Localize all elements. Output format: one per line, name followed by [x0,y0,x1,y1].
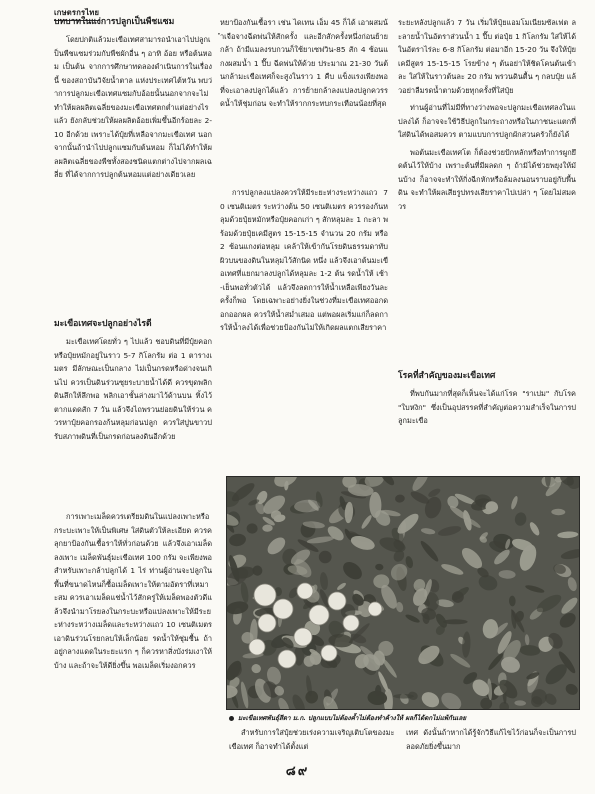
tomato-fruit [309,605,329,625]
paragraph-seedling: การเพาะเมล็ดควรเตรียมดินในแปลงเพาะหรือกระบะเพาะให้เป็นพิเศษ ใส่ดินตัวให้ละเอียด ควรคลุกยาป้องกันเชื้อราให้ทั่วก่อนด้วย แล้วจึงเอาเมล็ดลงเพาะ เมล็ดพันธุ์มะเขือเทศ 100 กรัม จะเพียงพอสำหรับเพาะกล้าปลูกได้ 1 ไร่ ท่านผู้อ่านจะปลูกในพื้นที่ขนาดไหนก็ซื้อเมล็ดเพาะให้ตามอัตราที่เหมาะสม ควรเอาเมล็ดแช่น้ำไว้สักครู่ให้เมล็ดพองตัวดีแล้วจึงนำมาโรยลงในกระบะหรือแปลงเพาะให้มีระยะห่างระหว่างเมล็ดและระหว่างแถว 10 เซนติเมตร เอาดินร่วนโรยกลบให้เล็กน้อย รดน้ำให้ชุ่มชื้น ถ้าอยู่กลางแดดในระยะแรก ๆ ก็ควรหาสิ่งบังร่มเงาให้บ้าง และถ้าจะให้ดียิ่งขึ้น พอเมล็ดเริ่มงอกควร [54,512,212,670]
paragraph-fertilizer-intro: สำหรับการใส่ปุ๋ยช่วยเร่งความเจริญเติบโตของมะเขือเทศ ก็อาจทำได้ตั้งแต่ [229,728,395,751]
section-heading-how-to-plant: มะเขือเทศจะปลูกอย่างไรดี [54,319,152,329]
section-heading-diseases: โรคที่สำคัญของมะเขือเทศ [398,371,496,381]
mid-block-1 [220,16,388,115]
below-photo-right [406,726,576,757]
tomato-fruit [321,645,337,661]
page-number: ๘๙ [285,764,310,779]
tomato-fruit [368,602,382,616]
tomato-fruit [273,599,293,619]
paragraph-soil: มะเขือเทศโดยทั่ว ๆ ไปแล้ว ชอบดินที่มีปุ๋ยคอกหรือปุ๋ยหมักอยู่ในราว 5-7 กิโลกรัม ต่อ 1 ตารางเมตร มีลักษณะเป็นกลาง ไม่เป็นกรดหรือด่างจนเกินไป ควรเป็นดินร่วนซุยระบายน้ำได้ดี ควรขุดพลิกดินลึกให้ลึกพอ พลิกเอาชั้นล่างมาไว้ด้านบน ทิ้งไว้ตากแดดสัก 7 วัน แล้วจึงไถพรวนย่อยดินให้ร่วน ควรหาปุ๋ยคอกรองก้นหลุมก่อนปลูก ควรใส่ปูนขาวปรับสภาพดินที่เป็นกรดก่อนลงดินอีกด้วย [54,337,212,441]
tomato-fruit [254,584,276,606]
photo-caption [229,714,579,723]
caption-text: มะเขือเทศพันธุ์สีดา ม.ก. ปลูกแบบไม่ต้องค้ำไม่ต้องทำค้างให้ ผลก็ได้ดกไม่แพ้กันเลย [238,714,467,722]
tomato-plant-photo [226,476,580,710]
tomato-fruit [297,583,313,599]
tomato-foliage-illustration [227,477,579,709]
caption-bullet-icon [229,716,234,721]
paragraph-fertilizer: ระยะหลังปลูกแล้ว 7 วัน เริ่มให้ปุ๋ยแอมโมเนียมซัลเฟต ละลายน้ำในอัตราส่วนน้ำ 1 ปี๊บ ต่อปุ๋ย 1 กิโลกรัม ใส่ให้ได้ในอัตราไร่ละ 6-8 กิโลกรัม ต่อมาอีก 15-20 วัน จึงให้ปุ๋ยเคมีสูตร 15-15-15 โรยข้าง ๆ ต้นอย่าให้ชิดโคนต้นเข้าละ ใส่ให้ในราวต้นละ 20 กรัม พรวนดินตื้น ๆ กลบปุ๋ย แล้วอย่าลืมรดน้ำตามด้วยทุกครั้งที่ใส่ปุ๋ย [398,18,576,95]
tomato-fruit [328,592,346,610]
paragraph-pots: ท่านผู้อ่านที่ไม่มีที่ทางว่างพอจะปลูกมะเขือเทศลงในแปลงได้ ก็อาจจะใช้วิธีปลูกในกระถางหรือในภาชนะแตกที่ใส่ดินได้พอสมควร ตามแบบการปลูกผักสวนครัวก็ยังได้ [398,103,576,139]
tomato-fruit [294,628,312,646]
below-photo-left [229,726,397,757]
right-block-2 [398,370,576,432]
paragraph-intercropping: โดยปกติแล้วมะเขือเทศสามารถนำเอาไปปลูกเป็นพืชแซมร่วมกับพืชผักอื่น ๆ อาทิ อ้อย หรือต้นหอม เป็นต้น จากการศึกษาทดลองดำเนินการในเรื่องนี้ ของสถาบันวิจัยน้ำตาล แห่งประเทศไต้หวัน พบว่าการปลูกมะเขือเทศแซมกับอ้อยนั้นนอกจากจะไม่ทำให้ผลผลิตเฉลี่ยของมะเขือเทศตกต่ำแต่อย่างไรแล้ว ยังกลับช่วยให้ผลผลิตอ้อยเพิ่มขึ้นอีกร้อยละ 2-10 อีกด้วย เพราะได้ปุ๋ยที่เหลือจากมะเขือเทศ นอกจากนั้นถ้านำไปปลูกแซมกับต้นหอม ก็ไม่ได้ทำให้ผลผลิตเฉลี่ยของพืชทั้งสองชนิดแตกต่างไปจากผลเฉลี่ย ที่ได้จากการปลูกต้นหอมแต่อย่างเดียวเลย [54,35,212,179]
tomato-fruit [258,614,276,632]
leaf-shape [393,694,414,699]
section-heading-intercropping: บทบาทในแง่การปลูกเป็นพืชแซม [54,17,175,27]
paragraph-prevention: เทศ ดังนั้นถ้าหากได้รู้จักวิธีแก้ไขไว้ก่อนก็จะเป็นการปลอดภัยยิ่งขึ้นมาก [406,728,576,751]
tomato-fruit [249,639,265,655]
mid-block-2 [220,186,388,339]
left-block-1 [54,16,212,186]
paragraph-diseases: ที่พบกันมากที่สุดก็เห็นจะได้แก่โรค "ราเปม" กับโรค "ใบหงิก" ซึ่งเป็นอุปสรรคที่สำคัญต่อความสำเร็จในการปลูกมะเขือ [398,389,576,425]
tomato-fruit [343,615,359,631]
right-block-1 [398,16,576,217]
running-header: เกษตรกรไทย [54,7,99,21]
paragraph-fungicide: หยาป้องกันเชื้อรา เช่น ไดเทน เอ็ม 45 ก็ได้ เอาผสมน้ำเจือจางฉีดพ่นให้สักครั้ง และอีกสักครั้งหนึ่งก่อนย้ายกล้า ถ้ามีแมลงรบกวนก็ใช้ยาเซฟวิน-85 สัก 4 ช้อนแกงผสมน้ำ 1 ปี๊บ ฉีดพ่นให้ด้วย ประมาณ 21-30 วันต้นกล้ามะเขือเทศก็จะสูงในราว 1 คืบ แข็งแรงเพียงพอที่จะเอาลงปลูกได้แล้ว การย้ายกล้าลงแปลงปลูกควรรดน้ำให้ชุ่มก่อน จะทำให้รากกระทบกระเทือนน้อยที่สุด [220,18,388,108]
paragraph-transplant: การปลูกลงแปลงควรให้มีระยะห่างระหว่างแถว 70 เซนติเมตร ระหว่างต้น 50 เซนติเมตร ควรรองก้นหลุมด้วยปุ๋ยหมักหรือปุ๋ยคอกเก่า ๆ สักหลุมละ 1 กะลา พร้อมด้วยปุ๋ยเคมีสูตร 15-15-15 จำนวน 20 กรัม หรือ 2 ช้อนแกงต่อหลุม เคล้าให้เข้ากันโรยดินธรรมดาทับผิวบนของดินในหลุมไว้สักนิด หนึ่ง แล้วจึงเอาต้นมะเขือเทศที่แยกมาลงปลูกได้หลุมละ 1-2 ต้น รดน้ำให้ เช้า-เย็นพอทั่วตัวได้ แล้วจึงลดการให้น้ำเหลือเพียงวันละครั้งก็พอ โดยเฉพาะอย่างยิ่งในช่วงที่มะเขือเทศออกดอกออกผล ควรให้น้ำสม่ำเสมอ แต่พอผลเริ่มแก่ก็ลดการให้น้ำลงได้เพื่อช่วยป้องกันไม่ให้เกิดผลแตกเสียราคา [220,188,388,332]
paragraph-staking: พอต้นมะเขือเทศโต ก็ต้องช่วยปักหลักหรือทำการผูกยึดต้นไว้ให้บ้าง เพราะต้นที่มีผลดก ๆ ถ้ามิได้ช่วยพยุงให้มันบ้าง ก็อาจจะทำให้กิ่งฉีกหักหรือล้มลงนอนราบอยู่กับพื้นดิน จะทำให้ผลเสียรูปทรงเสียราคาไปเปล่า ๆ โดยไม่สมควร [398,147,576,211]
left-block-3 [54,510,212,676]
left-block-2 [54,318,212,447]
tomato-fruit [278,650,296,668]
